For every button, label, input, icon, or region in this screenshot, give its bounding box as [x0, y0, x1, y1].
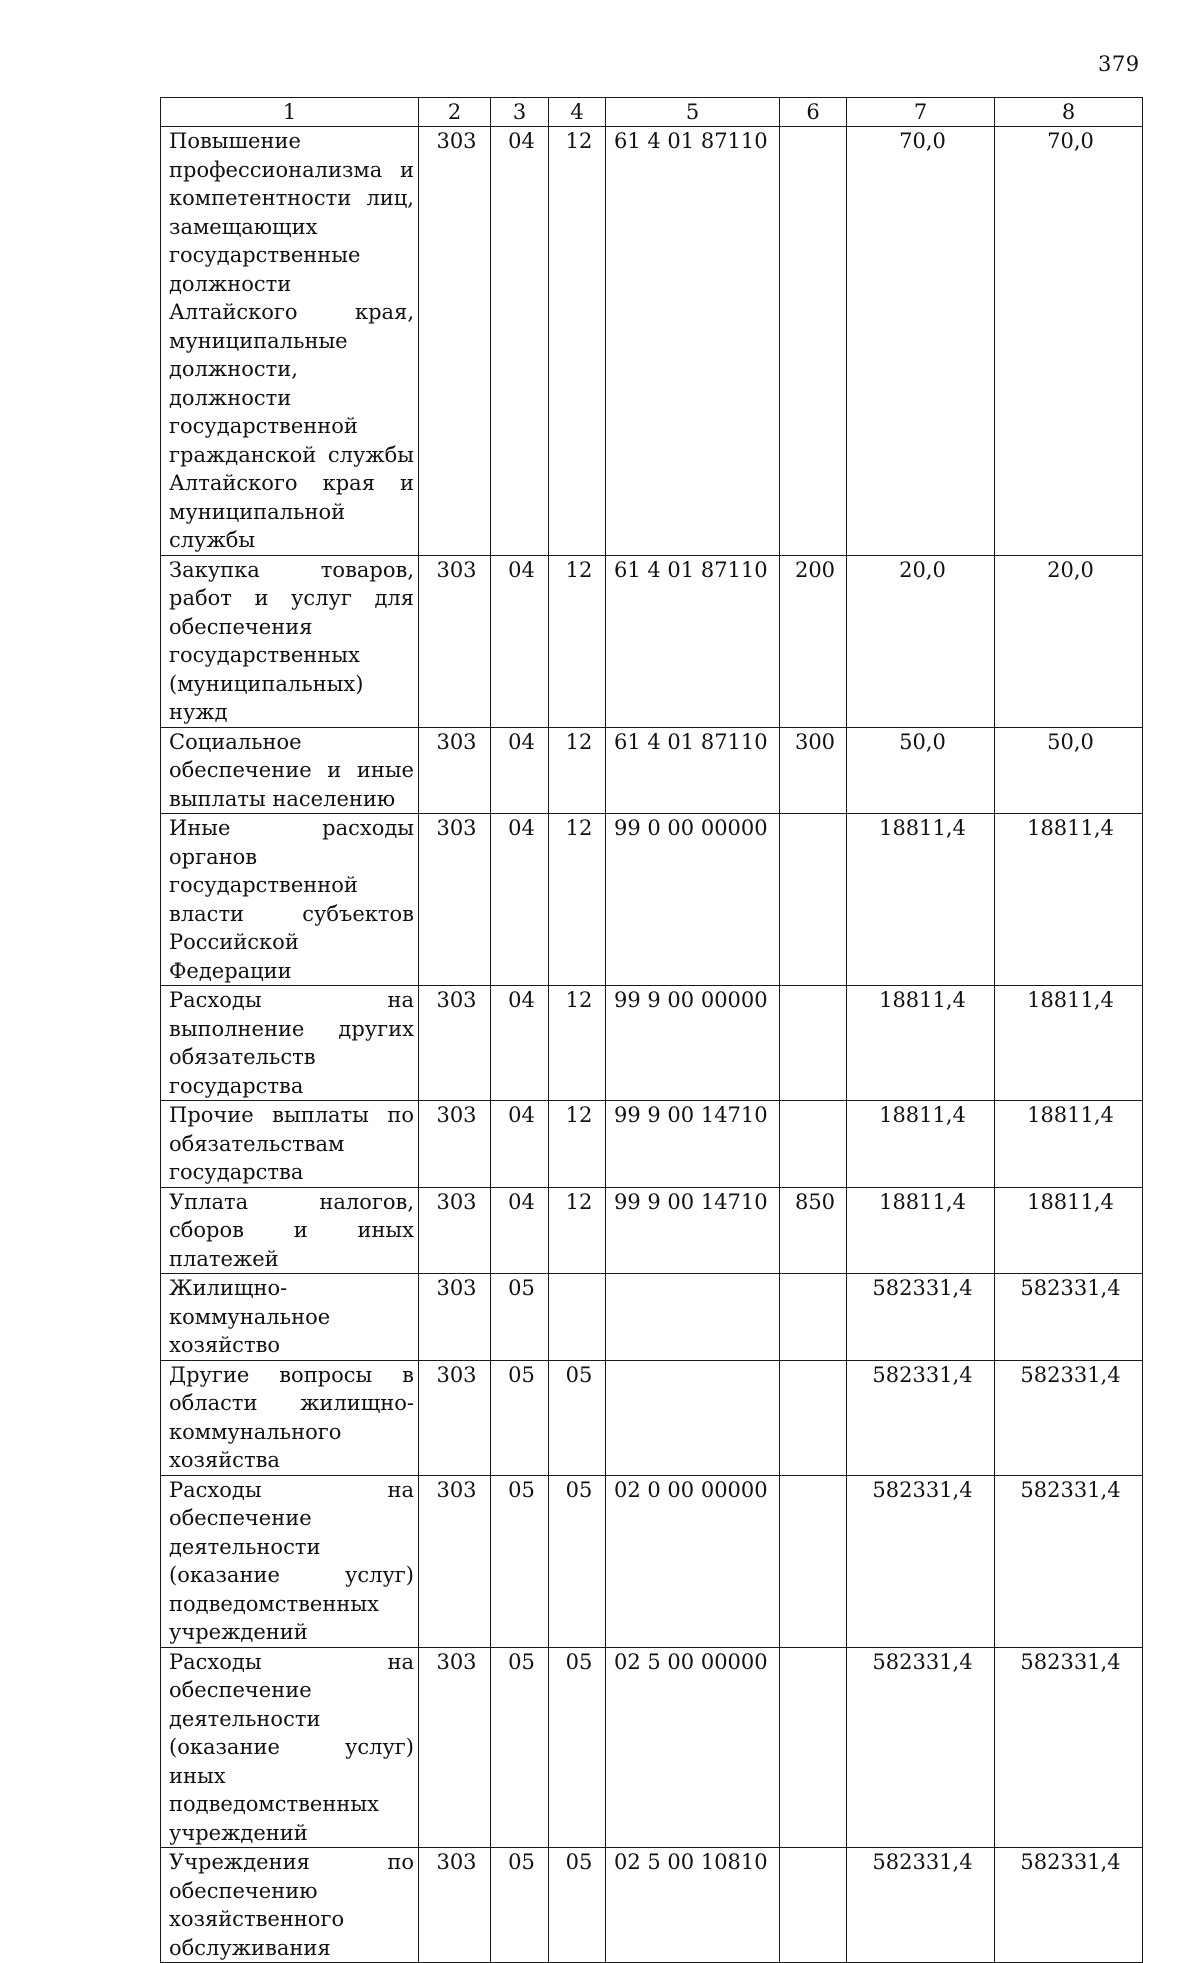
row-name: Расходы на обеспечение деятельности (оказание услуг) подведомственных учреждений: [161, 1475, 419, 1647]
cell-subsection-code: 05: [549, 1848, 606, 1963]
cell-expense-type: [780, 1647, 847, 1848]
cell-amount-1: 50,0: [847, 727, 995, 814]
row-name: Уплата налогов, сборов и иных платежей: [161, 1187, 419, 1274]
cell-ministry-code: 303: [419, 127, 491, 556]
cell-target-article: 99 9 00 14710: [606, 1101, 780, 1188]
cell-subsection-code: 12: [549, 814, 606, 986]
cell-amount-1: 582331,4: [847, 1475, 995, 1647]
cell-target-article: 61 4 01 87110: [606, 127, 780, 556]
cell-expense-type: [780, 1101, 847, 1188]
cell-section-code: 04: [491, 1187, 549, 1274]
table-row: [161, 1274, 1143, 1361]
cell-ministry-code: 303: [419, 1848, 491, 1963]
cell-amount-2: 18811,4: [995, 1187, 1143, 1274]
cell-subsection-code: [549, 1274, 606, 1361]
cell-amount-2: 18811,4: [995, 1101, 1143, 1188]
cell-ministry-code: 303: [419, 1475, 491, 1647]
row-name: Жилищно-коммунальное хозяйство: [161, 1274, 419, 1361]
cell-ministry-code: 303: [419, 1187, 491, 1274]
cell-expense-type: [780, 127, 847, 556]
table-row: [161, 986, 1143, 1101]
cell-amount-2: 18811,4: [995, 814, 1143, 986]
row-name: Учреждения по обеспечению хозяйственного обслуживания: [161, 1848, 419, 1963]
table-row: [161, 1101, 1143, 1188]
cell-subsection-code: 12: [549, 727, 606, 814]
column-header: 7: [847, 98, 995, 127]
row-name: Социальное обеспечение и иные выплаты населению: [161, 727, 419, 814]
cell-amount-2: 70,0: [995, 127, 1143, 556]
cell-section-code: 04: [491, 986, 549, 1101]
cell-section-code: 04: [491, 1101, 549, 1188]
row-name: Закупка товаров, работ и услуг для обеспечения государственных (муниципальных) нужд: [161, 555, 419, 727]
cell-target-article: 02 5 00 00000: [606, 1647, 780, 1848]
cell-expense-type: [780, 814, 847, 986]
column-header: 2: [419, 98, 491, 127]
cell-section-code: 05: [491, 1848, 549, 1963]
cell-ministry-code: 303: [419, 1360, 491, 1475]
cell-section-code: 05: [491, 1647, 549, 1848]
cell-target-article: [606, 1274, 780, 1361]
header-row: [161, 98, 1143, 127]
cell-amount-2: 18811,4: [995, 986, 1143, 1101]
cell-subsection-code: 12: [549, 555, 606, 727]
cell-amount-1: 582331,4: [847, 1274, 995, 1361]
cell-expense-type: 200: [780, 555, 847, 727]
cell-target-article: 61 4 01 87110: [606, 555, 780, 727]
column-header: 8: [995, 98, 1143, 127]
cell-section-code: 04: [491, 814, 549, 986]
row-name: Расходы на выполнение других обязательств государства: [161, 986, 419, 1101]
cell-ministry-code: 303: [419, 1647, 491, 1848]
cell-amount-2: 582331,4: [995, 1475, 1143, 1647]
table-row: [161, 727, 1143, 814]
cell-expense-type: 300: [780, 727, 847, 814]
cell-ministry-code: 303: [419, 1101, 491, 1188]
cell-subsection-code: 05: [549, 1475, 606, 1647]
table-row: [161, 1187, 1143, 1274]
cell-ministry-code: 303: [419, 1274, 491, 1361]
cell-subsection-code: 12: [549, 986, 606, 1101]
cell-target-article: 99 9 00 00000: [606, 986, 780, 1101]
cell-section-code: 05: [491, 1274, 549, 1361]
row-name: Другие вопросы в области жилищно-коммунального хозяйства: [161, 1360, 419, 1475]
row-name: Прочие выплаты по обязательствам государства: [161, 1101, 419, 1188]
cell-ministry-code: 303: [419, 727, 491, 814]
table-row: [161, 814, 1143, 986]
table-row: [161, 1475, 1143, 1647]
cell-subsection-code: 12: [549, 127, 606, 556]
cell-subsection-code: 12: [549, 1187, 606, 1274]
cell-expense-type: [780, 1360, 847, 1475]
cell-amount-2: 20,0: [995, 555, 1143, 727]
cell-section-code: 05: [491, 1360, 549, 1475]
cell-amount-1: 18811,4: [847, 1187, 995, 1274]
column-header: 1: [161, 98, 419, 127]
cell-amount-2: 50,0: [995, 727, 1143, 814]
cell-target-article: 99 9 00 14710: [606, 1187, 780, 1274]
cell-ministry-code: 303: [419, 555, 491, 727]
row-name: Расходы на обеспечение деятельности (оказание услуг) иных подведомственных учреждений: [161, 1647, 419, 1848]
column-header: 4: [549, 98, 606, 127]
cell-amount-1: 582331,4: [847, 1848, 995, 1963]
cell-amount-1: 70,0: [847, 127, 995, 556]
cell-subsection-code: 12: [549, 1101, 606, 1188]
page-number: 379: [1098, 52, 1140, 76]
cell-target-article: 02 5 00 10810: [606, 1848, 780, 1963]
cell-amount-1: 582331,4: [847, 1360, 995, 1475]
cell-section-code: 05: [491, 1475, 549, 1647]
column-header: 5: [606, 98, 780, 127]
cell-target-article: 61 4 01 87110: [606, 727, 780, 814]
cell-amount-2: 582331,4: [995, 1274, 1143, 1361]
cell-expense-type: [780, 1848, 847, 1963]
cell-amount-1: 582331,4: [847, 1647, 995, 1848]
cell-expense-type: [780, 1274, 847, 1361]
cell-amount-2: 582331,4: [995, 1647, 1143, 1848]
cell-amount-1: 18811,4: [847, 814, 995, 986]
table-row: [161, 555, 1143, 727]
row-name: Иные расходы органов государственной власти субъектов Российской Федерации: [161, 814, 419, 986]
cell-target-article: [606, 1360, 780, 1475]
table-row: [161, 127, 1143, 556]
table-row: [161, 1647, 1143, 1848]
row-name: Повышение профессионализма и компетентности лиц, замещающих государственные должности Алтайского края, муниципальные должности, должности государственной гражданской службы Алтайского края и муниципальной службы: [161, 127, 419, 556]
cell-expense-type: [780, 986, 847, 1101]
cell-amount-1: 20,0: [847, 555, 995, 727]
cell-target-article: 99 0 00 00000: [606, 814, 780, 986]
cell-subsection-code: 05: [549, 1647, 606, 1848]
cell-expense-type: 850: [780, 1187, 847, 1274]
cell-expense-type: [780, 1475, 847, 1647]
cell-target-article: 02 0 00 00000: [606, 1475, 780, 1647]
budget-table: [160, 97, 1143, 1963]
cell-section-code: 04: [491, 127, 549, 556]
cell-section-code: 04: [491, 555, 549, 727]
cell-section-code: 04: [491, 727, 549, 814]
table-row: [161, 1848, 1143, 1963]
cell-amount-1: 18811,4: [847, 986, 995, 1101]
column-header: 6: [780, 98, 847, 127]
cell-amount-2: 582331,4: [995, 1360, 1143, 1475]
cell-subsection-code: 05: [549, 1360, 606, 1475]
table-row: [161, 1360, 1143, 1475]
cell-amount-2: 582331,4: [995, 1848, 1143, 1963]
cell-ministry-code: 303: [419, 986, 491, 1101]
column-header: 3: [491, 98, 549, 127]
cell-amount-1: 18811,4: [847, 1101, 995, 1188]
cell-ministry-code: 303: [419, 814, 491, 986]
